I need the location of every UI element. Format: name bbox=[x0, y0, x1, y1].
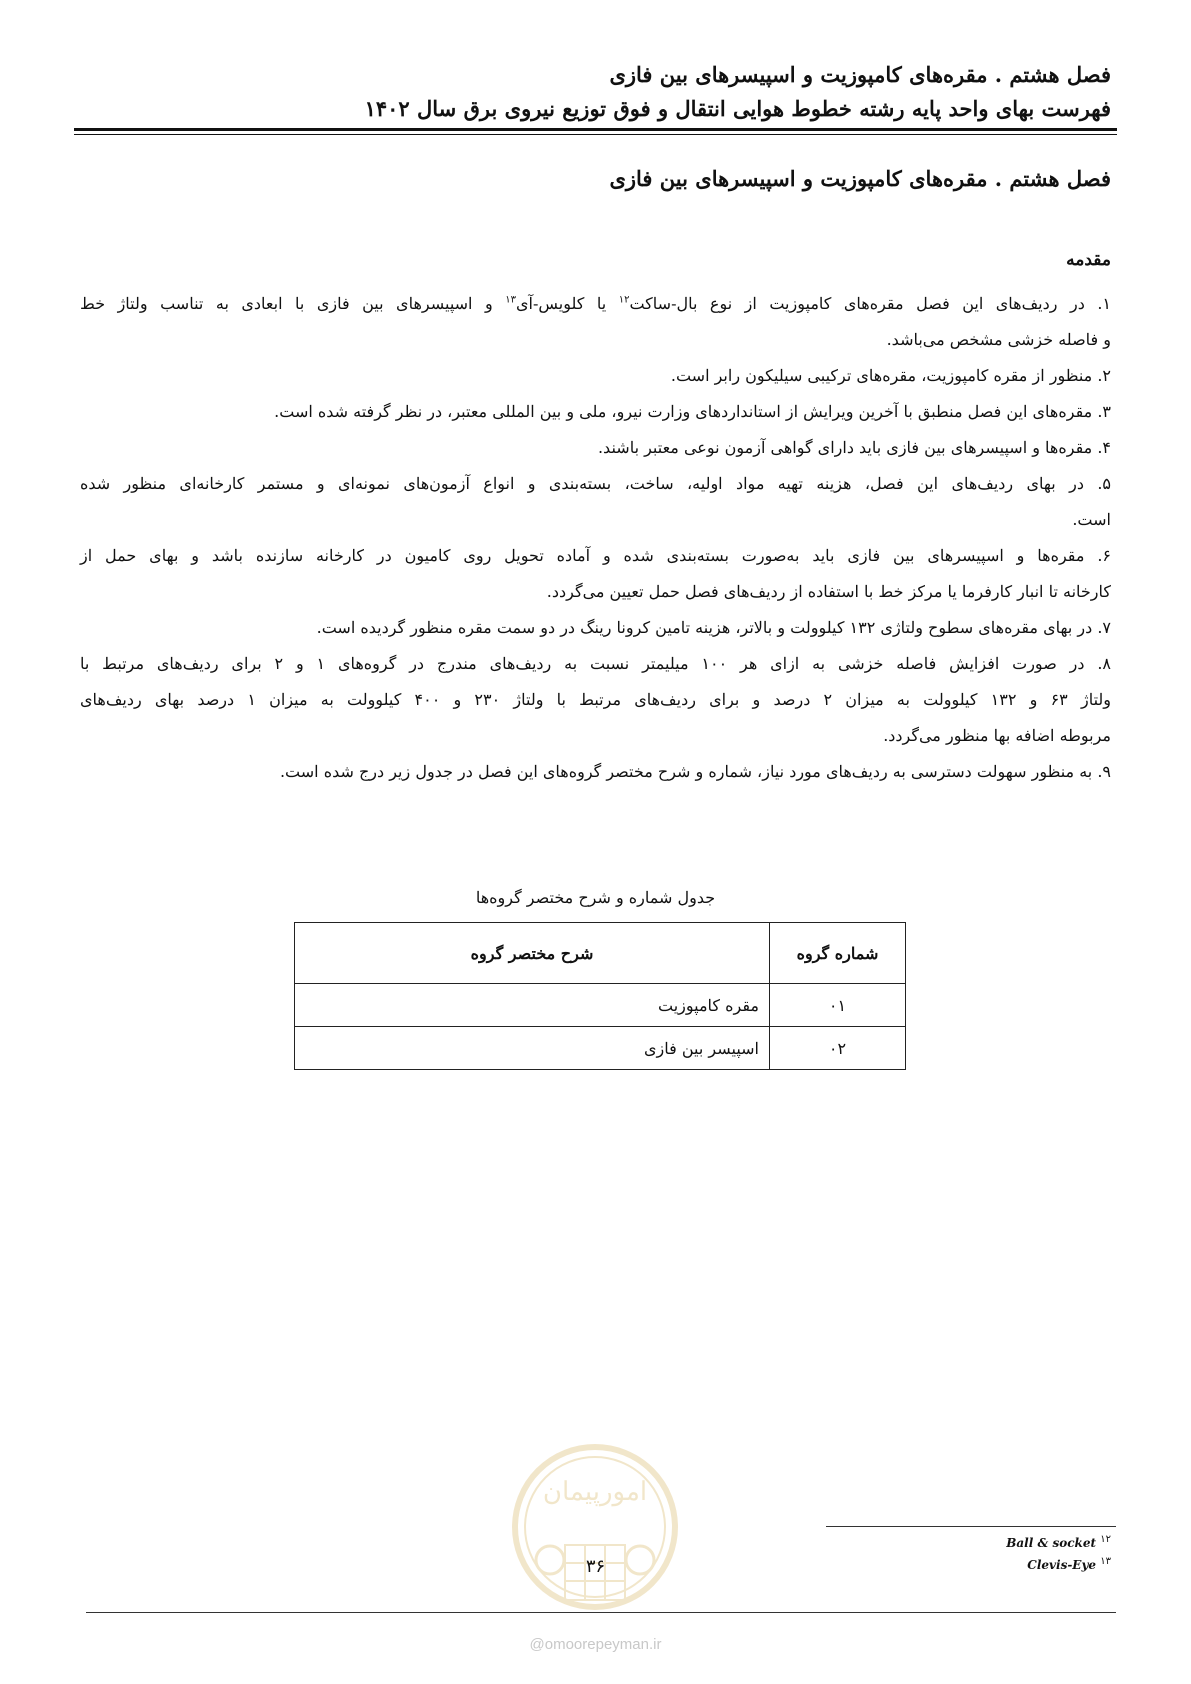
paragraph-1-text-b: یا کلویس-آی bbox=[515, 294, 619, 313]
group-description-cell: اسپیسر بین فازی bbox=[295, 1027, 770, 1070]
paragraph-7: ۷. در بهای مقره‌های سطوح ولتاژی ۱۳۲ کیلوولت و بالاتر، هزینه تامین کرونا رینگ در دو سمت مقره منظور گردیده است. bbox=[316, 618, 1111, 637]
column-header-group-description: شرح مختصر گروه bbox=[295, 923, 770, 984]
paragraph-8-line-3: مربوطه اضافه بها منظور می‌گردد. bbox=[883, 726, 1111, 745]
footnote-12-text: Ball & socket bbox=[1006, 1536, 1097, 1550]
footnote-13-text: Clevis-Eye bbox=[1027, 1558, 1097, 1572]
header-rule-thick bbox=[74, 128, 1117, 131]
footnote-12-number: ۱۲ bbox=[1100, 1534, 1111, 1545]
paragraph-1-line-2: و فاصله خزشی مشخص می‌باشد. bbox=[886, 330, 1111, 349]
column-header-group-number: شماره گروه bbox=[770, 923, 906, 984]
paragraph-8-line-2: ولتاژ ۶۳ و ۱۳۲ کیلوولت به میزان ۲ درصد و برای ردیف‌های مرتبط با ولتاژ ۲۳۰ و ۴۰۰ کیلوولت به میزان ۱ درصد بهای ردیف‌های bbox=[80, 690, 1111, 709]
table-header-row bbox=[295, 923, 906, 984]
table-row bbox=[295, 984, 906, 1027]
footnote-ref-12: ۱۲ bbox=[618, 294, 630, 306]
paragraph-6-line-2: کارخانه تا انبار کارفرما یا مرکز خط با استفاده از ردیف‌های فصل حمل تعیین می‌گردد. bbox=[546, 582, 1111, 601]
paragraph-5-line-2: است. bbox=[1072, 510, 1111, 529]
paragraph-1-line-1 bbox=[80, 294, 1111, 313]
running-header-chapter: فصل هشتم . مقره‌های کامپوزیت و اسپیسرهای بین فازی bbox=[609, 62, 1111, 87]
paragraph-3: ۳. مقره‌های این فصل منطبق با آخرین ویرایش از استانداردهای وزارت نیرو، ملی و بین المللی معتبر، در نظر گرفته شده است. bbox=[274, 402, 1111, 421]
footer-rule bbox=[86, 1612, 1116, 1613]
paragraph-5-line-1: ۵. در بهای ردیف‌های این فصل، هزینه تهیه مواد اولیه، ساخت، بسته‌بندی و انواع آزمون‌های نمونه‌ای و مستمر کارخانه‌ای منظور شده bbox=[80, 474, 1112, 493]
footnote-rule bbox=[826, 1526, 1116, 1527]
footnote-12 bbox=[1006, 1534, 1111, 1550]
chapter-title: فصل هشتم . مقره‌های کامپوزیت و اسپیسرهای بین فازی bbox=[609, 166, 1111, 191]
group-description-cell: مقره کامپوزیت bbox=[295, 984, 770, 1027]
paragraph-8-line-1: ۸. در صورت افزایش فاصله خزشی به ازای هر ۱۰۰ میلیمتر نسبت به ردیف‌های مندرج در گروه‌های ۱ و ۲ برای ردیف‌های مرتبط با bbox=[80, 654, 1111, 673]
paragraph-1-text-c: و اسپیسرهای بین فازی با ابعادی به تناسب ولتاژ خط bbox=[80, 294, 506, 313]
groups-table bbox=[294, 922, 906, 1070]
table-row bbox=[295, 1027, 906, 1070]
paragraph-2: ۲. منظور از مقره کامپوزیت، مقره‌های ترکیبی سیلیکون رابر است. bbox=[670, 366, 1111, 385]
intro-heading: مقدمه bbox=[1066, 250, 1111, 270]
paragraph-9: ۹. به منظور سهولت دسترسی به ردیف‌های مورد نیاز، شماره و شرح مختصر گروه‌های این فصل در جدول زیر درج شده است. bbox=[279, 762, 1111, 781]
watermark-logo bbox=[508, 1425, 683, 1630]
paragraph-1-text-a: ۱. در ردیف‌های این فصل مقره‌های کامپوزیت از نوع بال-ساکت bbox=[629, 294, 1112, 313]
watermark-handle: @omoorepeyman.ir bbox=[529, 1636, 662, 1653]
page-number: ۳۶ bbox=[585, 1556, 606, 1577]
group-number-cell: ۰۱ bbox=[770, 984, 906, 1027]
watermark-logo-text: امورپیمان bbox=[542, 1477, 648, 1507]
running-header-document-title: فهرست بهای واحد پایه رشته خطوط هوایی انتقال و فوق توزیع نیروی برق سال ۱۴۰۲ bbox=[364, 96, 1111, 121]
header-rule-thin bbox=[74, 134, 1117, 135]
paragraph-4: ۴. مقره‌ها و اسپیسرهای بین فازی باید دارای گواهی آزمون نوعی معتبر باشند. bbox=[597, 438, 1111, 457]
paragraph-6-line-1: ۶. مقره‌ها و اسپیسرهای بین فازی باید به‌صورت بسته‌بندی شده و آماده تحویل روی کامیون در کارخانه سازنده باشد و بهای حمل از bbox=[80, 546, 1111, 565]
group-number-cell: ۰۲ bbox=[770, 1027, 906, 1070]
footnote-13-number: ۱۳ bbox=[1100, 1556, 1111, 1567]
footnote-ref-13: ۱۳ bbox=[505, 294, 516, 306]
table-caption: جدول شماره و شرح مختصر گروه‌ها bbox=[475, 888, 716, 907]
